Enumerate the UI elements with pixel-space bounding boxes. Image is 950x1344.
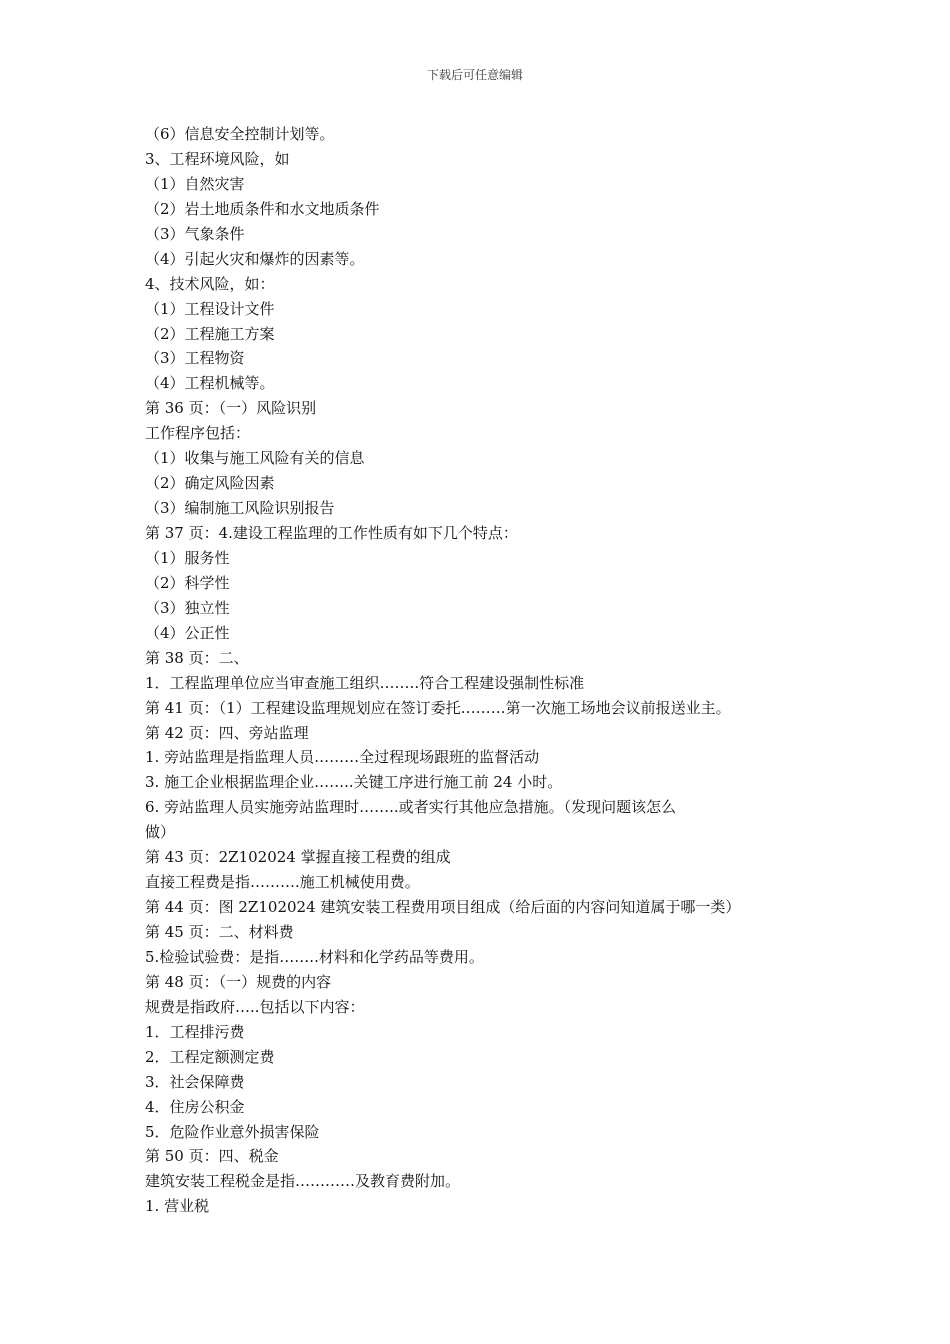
text-line: （4）公正性: [145, 623, 230, 642]
text-line: 4．住房公积金: [145, 1097, 245, 1116]
document-body: [145, 122, 825, 1219]
text-line: 第 36 页：（一）风险识别: [145, 399, 317, 418]
text-line: 2．工程定额测定费: [145, 1047, 275, 1066]
text-line: （4）引起火灾和爆炸的因素等。: [145, 249, 365, 268]
text-line: 1. 旁站监理是指监理人员………全过程现场跟班的监督活动: [145, 748, 540, 767]
text-line: （3）独立性: [145, 598, 230, 617]
text-line: （3）工程物资: [145, 349, 245, 368]
text-line: （3）编制施工风险识别报告: [145, 499, 335, 518]
text-line: 第 42 页：四、旁站监理: [145, 723, 309, 742]
text-line: 第 44 页：图 2Z102024 建筑安装工程费用项目组成（给后面的内容问知道属于哪一类）: [145, 898, 741, 917]
text-line: 5．危险作业意外损害保险: [145, 1122, 320, 1141]
text-line: 工作程序包括：: [145, 424, 251, 443]
text-line: 第 37 页：4.建设工程监理的工作性质有如下几个特点：: [145, 524, 518, 542]
text-line: 第 48 页：（一）规费的内容: [145, 972, 332, 991]
text-line: （1）工程设计文件: [145, 299, 275, 318]
text-line: （2）岩土地质条件和水文地质条件: [145, 199, 380, 218]
text-line: （2）工程施工方案: [145, 324, 275, 343]
text-line: 1．工程监理单位应当审查施工组织……..符合工程建设强制性标准: [145, 673, 585, 692]
text-line: 做）: [145, 823, 176, 842]
text-line: （1）自然灾害: [145, 174, 245, 193]
text-line: 1. 营业税: [145, 1197, 210, 1216]
text-line: 第 50 页：四、税金: [145, 1147, 279, 1166]
page-header: 下载后可任意编辑: [426, 68, 523, 82]
text-line: （3）气象条件: [145, 224, 245, 243]
text-line: 第 38 页：二、: [145, 648, 249, 667]
text-line: 第 41 页：（1）工程建设监理规划应在签订委托………第一次施工场地会议前报送业主。: [145, 698, 731, 717]
text-line: 规费是指政府…..包括以下内容：: [145, 997, 365, 1016]
text-line: （1）服务性: [145, 548, 230, 567]
text-line: （4）工程机械等。: [145, 374, 275, 393]
text-line: （6）信息安全控制计划等。: [145, 125, 335, 143]
text-line: 第 43 页：2Z102024 掌握直接工程费的组成: [145, 848, 451, 867]
text-line: （2）确定风险因素: [145, 474, 275, 493]
text-line: 建筑安装工程税金是指…………及教育费附加。: [145, 1172, 461, 1191]
text-line: 3．社会保障费: [145, 1072, 245, 1091]
text-line: 1．工程排污费: [145, 1022, 245, 1041]
text-line: 4、技术风险，如：: [145, 274, 275, 293]
text-line: 第 45 页：二、材料费: [145, 923, 294, 941]
text-line: 5.检验试验费：是指……..材料和化学药品等费用。: [145, 947, 484, 966]
text-line: （1）收集与施工风险有关的信息: [145, 449, 365, 468]
text-line: （2）科学性: [145, 573, 230, 592]
text-line: 3、工程环境风险，如: [145, 149, 290, 168]
text-line: 6. 旁站监理人员实施旁站监理时……..或者实行其他应急措施。（发现问题该怎么: [145, 798, 677, 817]
text-line: 3. 施工企业根据监理企业……..关键工序进行施工前 24 小时。: [145, 773, 563, 792]
text-line: 直接工程费是指……….施工机械使用费。: [145, 873, 420, 892]
